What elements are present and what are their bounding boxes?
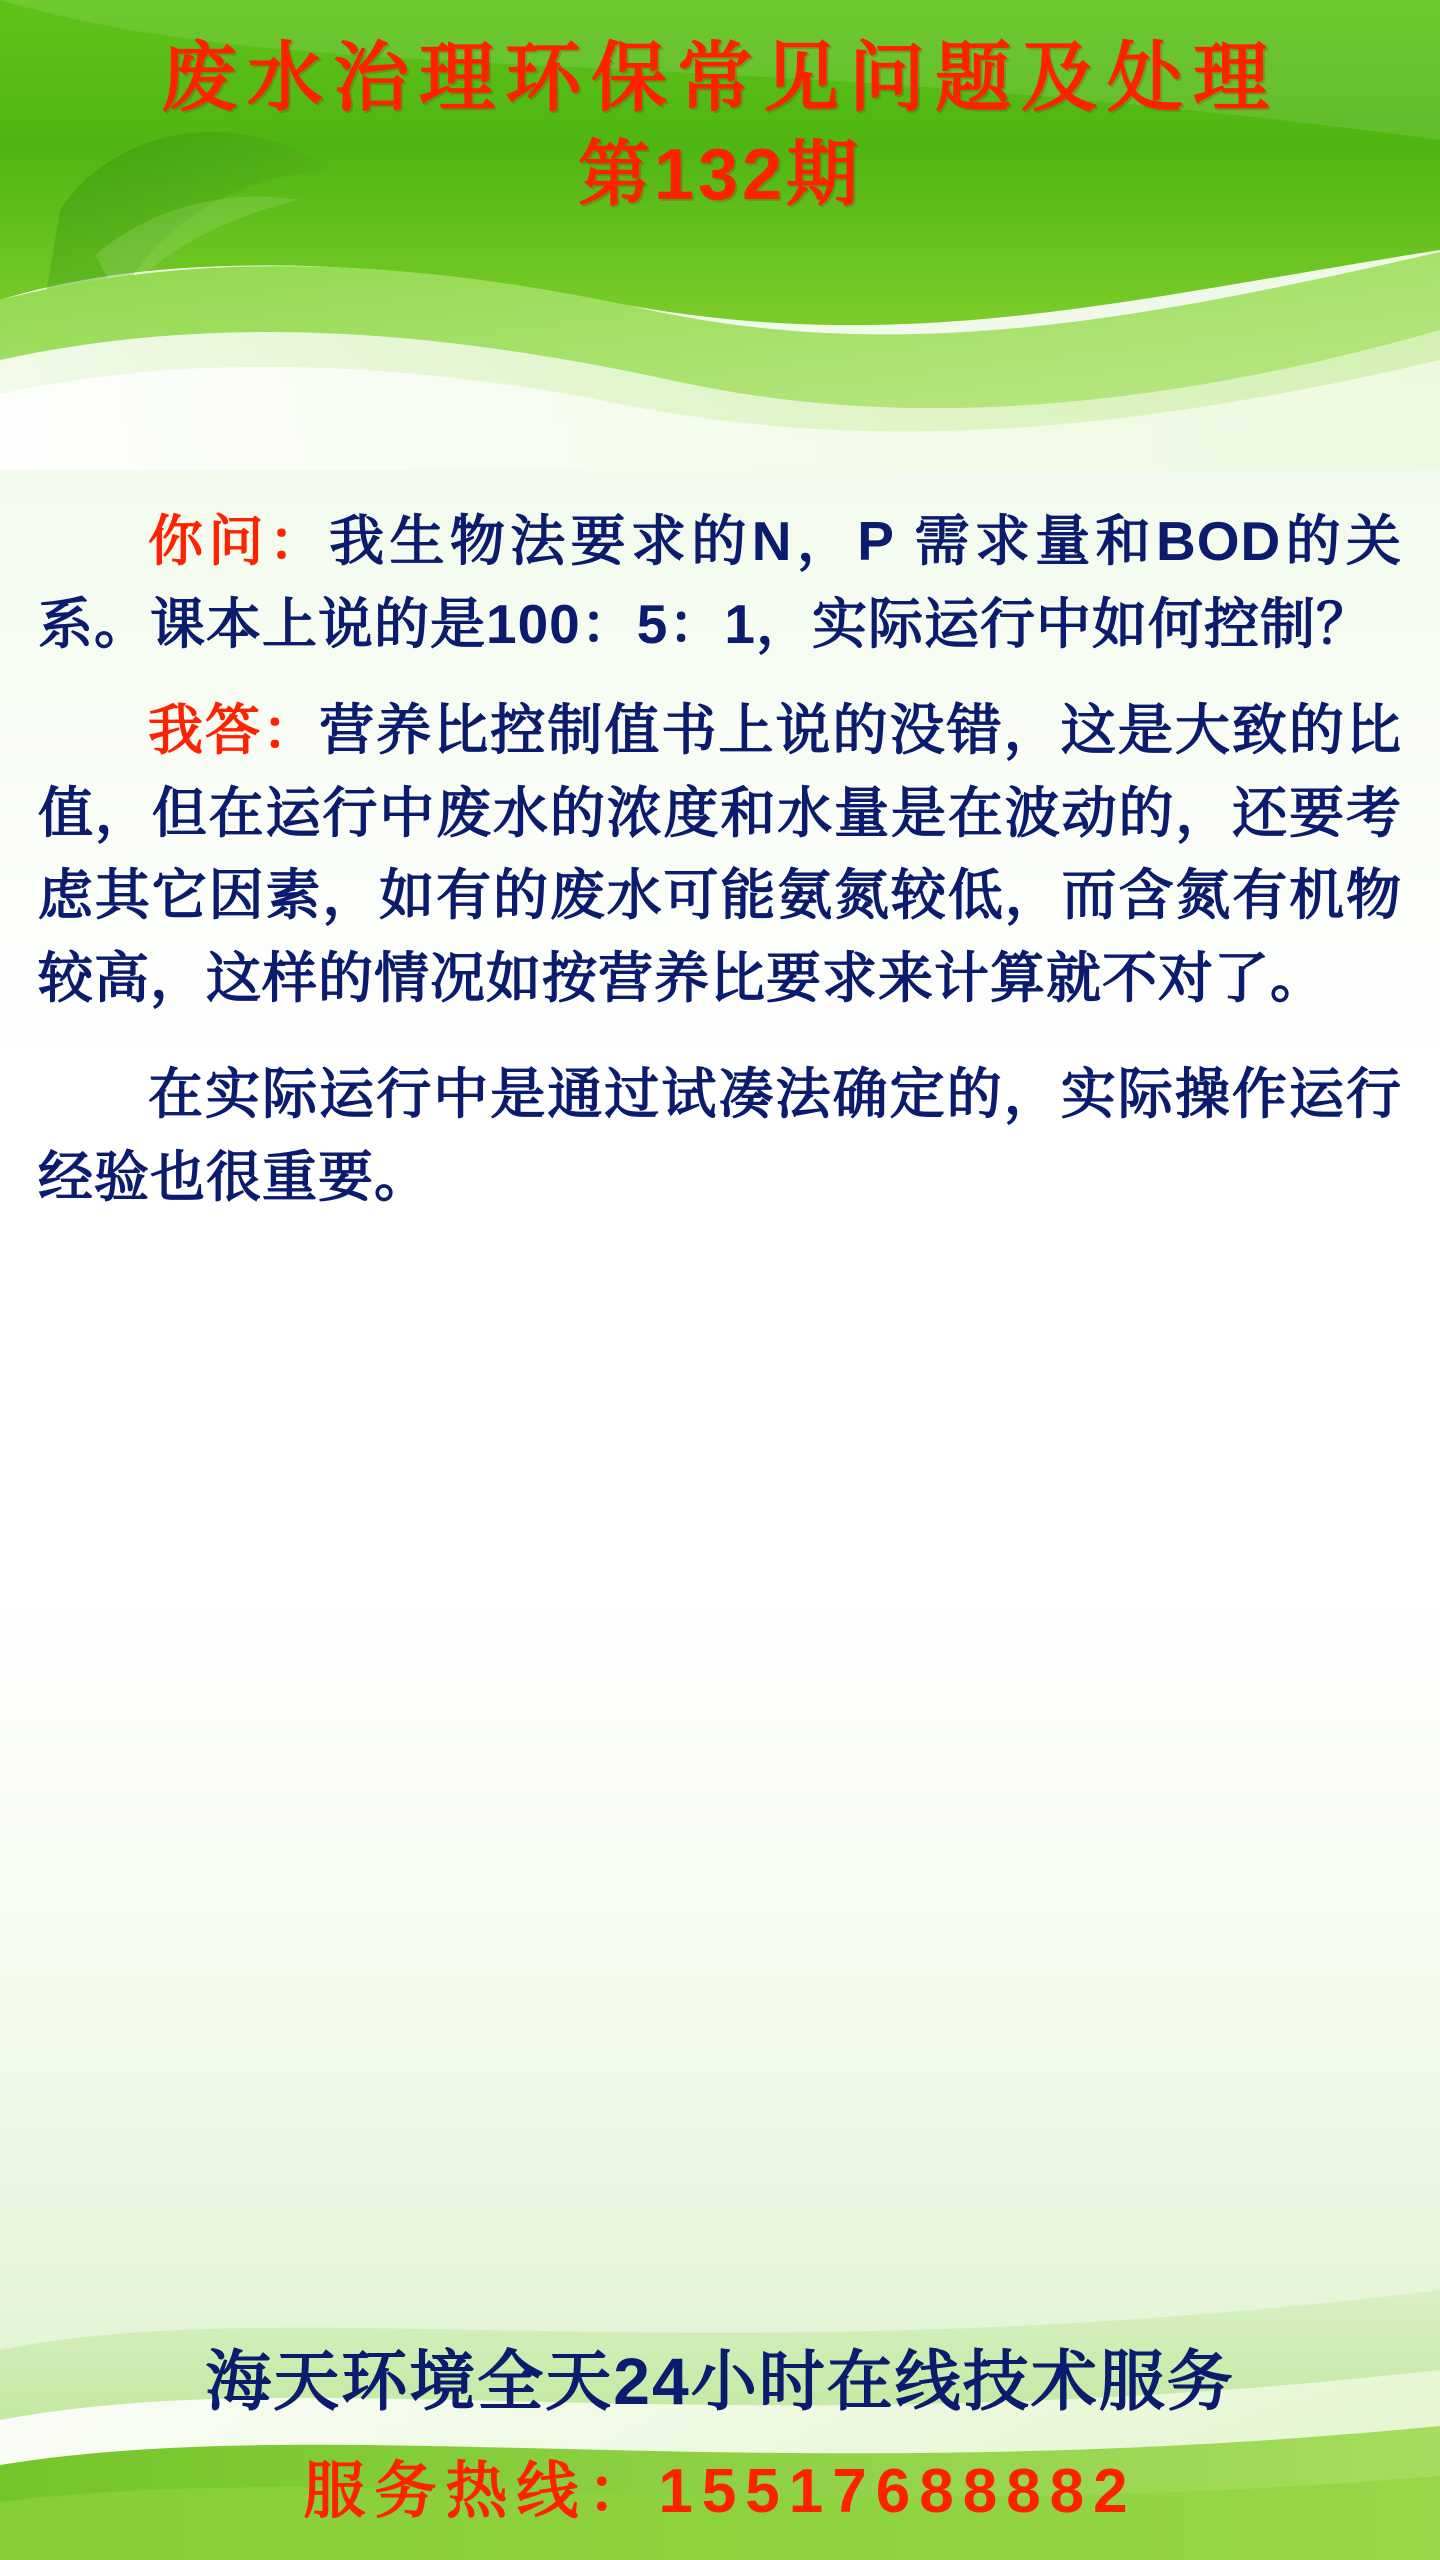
header-banner (0, 0, 1440, 470)
question-text: 我生物法要求的N，P 需求量和BOD的关系。课本上说的是100：5：1，实际运行中如何控制？ (38, 510, 1402, 655)
title-block (0, 34, 1440, 215)
article-body (0, 500, 1440, 1224)
closing-paragraph (38, 1053, 1402, 1218)
answer-paragraph (38, 689, 1402, 1019)
hotline-number[interactable]: 服务热线：15517688882 (303, 2456, 1137, 2526)
page-title: 废水治理环保常见问题及处理 (161, 36, 1279, 121)
question-paragraph (38, 500, 1402, 665)
question-lead-label: 你问： (148, 510, 330, 572)
answer-lead-label: 我答： (148, 699, 320, 761)
issue-number: 第132期 (577, 134, 863, 215)
answer-text: 营养比控制值书上说的没错，这是大致的比值，但在运行中废水的浓度和水量是在波动的，还要考虑其它因素，如有的废水可能氨氮较低，而含氮有机物较高，这样的情况如按营养比要求来计算就不对了。 (38, 699, 1402, 1009)
service-slogan: 海天环境全天24小时在线技术服务 (205, 2344, 1235, 2419)
footer-text-block (0, 2345, 1440, 2560)
closing-text: 在实际运行中是通过试凑法确定的，实际操作运行经验也很重要。 (38, 1063, 1402, 1208)
footer-banner (0, 2230, 1440, 2560)
